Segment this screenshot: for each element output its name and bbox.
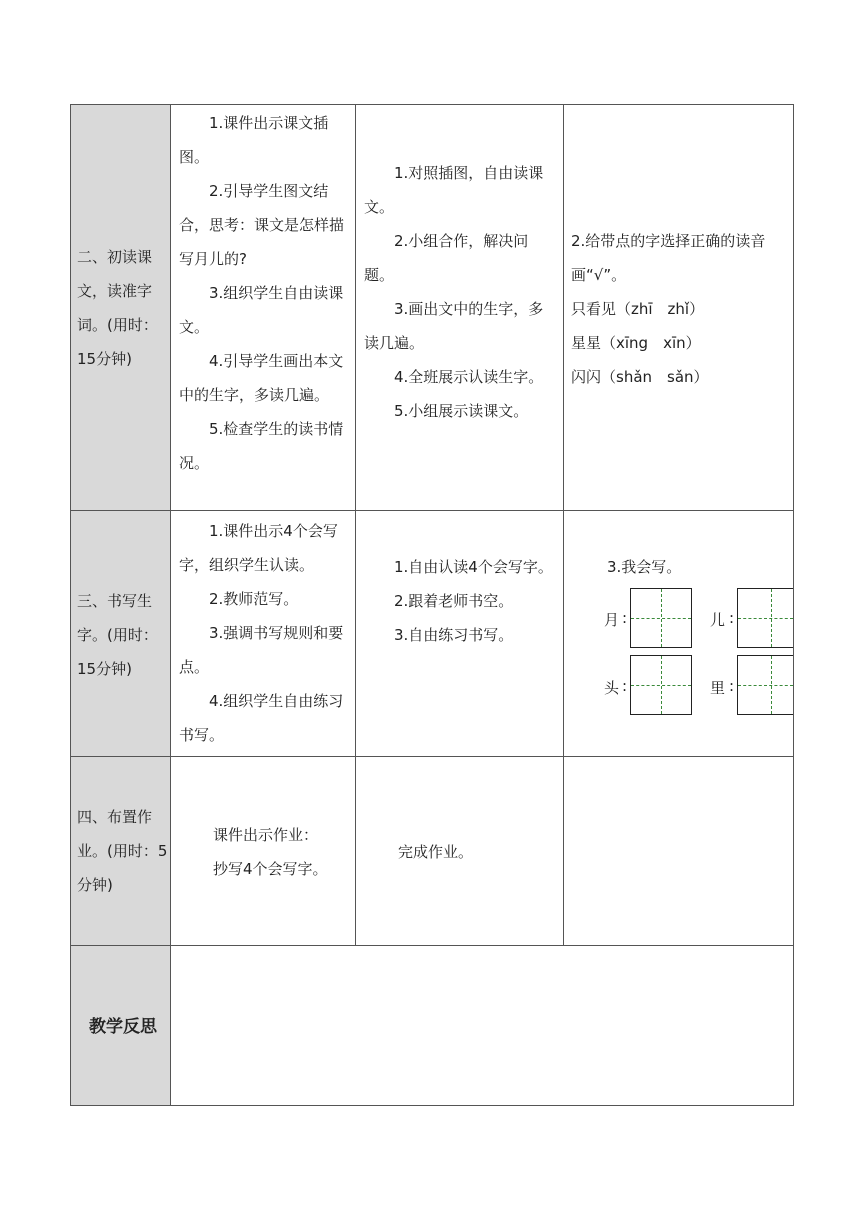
row-divider-2 xyxy=(70,756,794,757)
teacher-activity-cell xyxy=(179,514,349,752)
student-activity-cell xyxy=(398,835,548,869)
teacher-step: 1.课件出示课文插图。 xyxy=(179,114,329,166)
student-step: 3.自由练习书写。 xyxy=(394,626,514,644)
student-step: 2.小组合作，解决问题。 xyxy=(364,232,529,284)
writing-grid[interactable] xyxy=(630,655,692,715)
teacher-step: 3.组织学生自由读课文。 xyxy=(179,284,344,336)
table-border-left xyxy=(70,104,71,1106)
writing-grid[interactable] xyxy=(737,655,793,715)
reflection-area[interactable] xyxy=(171,946,793,1105)
teacher-step: 4.引导学生画出本文中的生字，多读几遍。 xyxy=(179,352,344,404)
student-step: 4.全班展示认读生字。 xyxy=(394,368,544,386)
teacher-activity-cell xyxy=(179,106,349,480)
row-divider-1 xyxy=(70,510,794,511)
stage-cell: 三、书写生字。(用时：15分钟) xyxy=(77,592,158,678)
teacher-step: 5.检查学生的读书情况。 xyxy=(179,420,344,472)
stage-cell: 四、布置作业。(用时：5分钟) xyxy=(77,808,168,894)
teacher-step: 3.强调书写规则和要点。 xyxy=(179,624,344,676)
reflection-label: 教学反思 xyxy=(89,1017,157,1037)
table-border-right xyxy=(793,104,794,1106)
exercise-instruction: 2.给带点的字选择正确的读音画“√”。 xyxy=(571,232,766,284)
student-step: 1.自由认读4个会写字。 xyxy=(394,558,553,576)
writing-grid[interactable] xyxy=(630,588,692,648)
table-border-top xyxy=(70,104,794,105)
teacher-step: 抄写4个会写字。 xyxy=(213,860,328,878)
student-step: 5.小组展示读课文。 xyxy=(394,402,529,420)
exercise-cell xyxy=(571,224,787,394)
stage-cell: 二、初读课文，读准字词。(用时：15分钟) xyxy=(77,248,158,368)
pinyin-option: 只看见（zhī zhǐ） xyxy=(571,300,705,318)
student-activity-cell xyxy=(364,550,556,652)
student-step: 完成作业。 xyxy=(398,843,474,861)
writing-grid[interactable] xyxy=(737,588,793,648)
teacher-step: 1.课件出示4个会写字，组织学生认读。 xyxy=(179,522,338,574)
writing-char-label: 月 xyxy=(604,611,620,629)
writing-char-colon: : xyxy=(622,609,628,627)
table-border-bottom xyxy=(70,1105,794,1106)
writing-char-colon: : xyxy=(729,609,735,627)
teacher-activity-cell xyxy=(213,818,353,886)
pinyin-option: 星星（xīng xīn） xyxy=(571,334,701,352)
student-activity-cell xyxy=(364,156,556,428)
writing-char-colon: : xyxy=(729,677,735,695)
pinyin-option: 闪闪（shǎn sǎn） xyxy=(571,368,709,386)
student-step: 1.对照插图，自由读课文。 xyxy=(364,164,544,216)
teacher-step: 2.引导学生图文结合，思考：课文是怎样描写月儿的? xyxy=(179,182,345,268)
student-step: 3.画出文中的生字，多读几遍。 xyxy=(364,300,544,352)
column-divider-2 xyxy=(355,104,356,945)
teacher-step: 课件出示作业： xyxy=(213,826,319,844)
writing-char-label: 儿 xyxy=(710,611,726,629)
teacher-step: 2.教师范写。 xyxy=(209,590,299,608)
writing-char-label: 头 xyxy=(604,679,620,697)
exercise-title: 3.我会写。 xyxy=(607,558,682,576)
writing-char-label: 里 xyxy=(710,679,726,697)
column-divider-3 xyxy=(563,104,564,945)
teacher-step: 4.组织学生自由练习书写。 xyxy=(179,692,344,744)
writing-char-colon: : xyxy=(622,677,628,695)
student-step: 2.跟着老师书空。 xyxy=(394,592,514,610)
